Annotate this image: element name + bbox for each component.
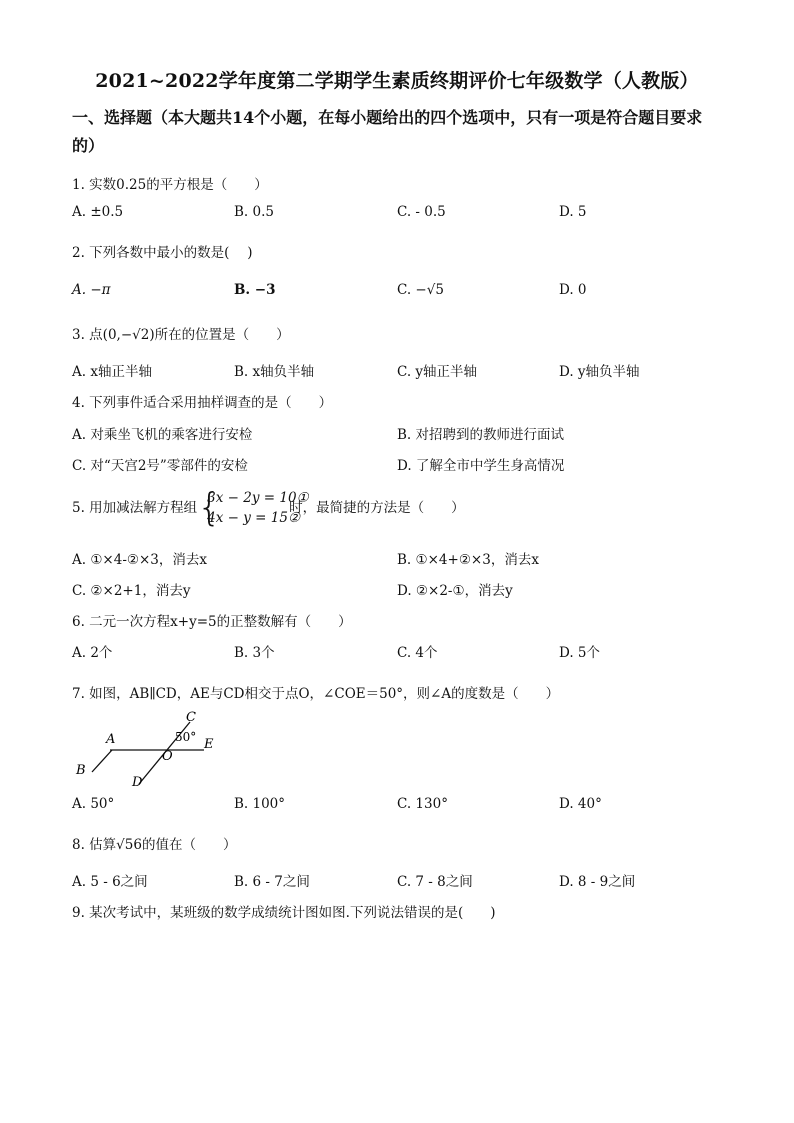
question-4-option-b: B. 对招聘到的教师进行面试 bbox=[397, 427, 565, 443]
label-d: D bbox=[132, 775, 143, 790]
label-b: B bbox=[76, 763, 86, 778]
question-4-option-d: D. 了解全市中学生身高情况 bbox=[397, 458, 565, 474]
question-3-point: (0,−√2) bbox=[102, 327, 155, 343]
question-2-option-c: C. −√5 bbox=[397, 282, 444, 298]
question-3-stem-suffix: 所在的位置是（ ） bbox=[154, 327, 290, 343]
question-1-option-b: B. 0.5 bbox=[234, 204, 274, 220]
question-5-option-d: D. ②×2-①，消去y bbox=[397, 583, 513, 599]
question-5-stem bbox=[72, 484, 465, 529]
question-3-option-a: A. x轴正半轴 bbox=[72, 364, 152, 380]
question-7-stem: 7. 如图，AB∥CD，AE与CD相交于点O，∠COE＝50°，则∠A的度数是（ ） bbox=[72, 686, 560, 702]
question-5-option-c: C. ②×2+1，消去y bbox=[72, 583, 191, 599]
question-6-option-c: C. 4个 bbox=[397, 645, 438, 661]
question-6-stem: 6. 二元一次方程x+y=5的正整数解有（ ） bbox=[72, 614, 352, 630]
question-5-option-a: A. ①×4-②×3，消去x bbox=[72, 552, 208, 568]
question-6-option-b: B. 3个 bbox=[234, 645, 275, 661]
question-8-stem bbox=[72, 833, 236, 853]
question-8-option-d: D. 8 - 9之间 bbox=[559, 874, 636, 890]
question-3-option-b: B. x轴负半轴 bbox=[234, 364, 315, 380]
question-4-stem: 4. 下列事件适合采用抽样调查的是（ ） bbox=[72, 395, 333, 411]
section-heading-line1: 一、选择题（本大题共14个小题，在每小题给出的四个选项中，只有一项是符合题目要求 bbox=[72, 108, 703, 127]
question-7-option-b: B. 100° bbox=[234, 796, 286, 812]
section-heading-line2: 的） bbox=[72, 136, 105, 155]
label-c: C bbox=[186, 710, 196, 725]
brace-symbol: { bbox=[197, 484, 222, 529]
question-3-stem-prefix: 3. 点 bbox=[72, 327, 103, 343]
line-ba bbox=[92, 750, 112, 772]
page-title: 2021~2022学年度第二学期学生素质终期评价七年级数学（人教版） bbox=[95, 70, 699, 92]
question-6-option-a: A. 2个 bbox=[72, 645, 113, 661]
question-2-option-d: D. 0 bbox=[559, 282, 587, 298]
question-5-stem-prefix: 5. 用加减法解方程组 bbox=[72, 500, 198, 516]
question-1-option-a: A. ±0.5 bbox=[72, 204, 124, 220]
question-8-option-b: B. 6 - 7之间 bbox=[234, 874, 310, 890]
question-2-option-a: A. −π bbox=[72, 282, 111, 298]
question-1-option-c: C. - 0.5 bbox=[397, 204, 446, 220]
question-6-option-d: D. 5个 bbox=[559, 645, 601, 661]
label-e: E bbox=[204, 737, 214, 752]
question-8-stem-prefix: 8. 估算 bbox=[72, 837, 117, 853]
question-7-option-d: D. 40° bbox=[559, 796, 602, 812]
question-5-stem-suffix: 时，最简捷的方法是（ ） bbox=[289, 500, 465, 516]
equation-1: 3x − 2y = 10① bbox=[207, 489, 309, 506]
angle-label: 50° bbox=[175, 730, 197, 744]
question-3-stem bbox=[72, 323, 290, 343]
question-8-radical: √56 bbox=[116, 837, 142, 853]
question-9-stem: 9. 某次考试中，某班级的数学成绩统计图如图.下列说法错误的是( ) bbox=[72, 905, 496, 921]
question-4-option-c: C. 对“天宫2号”零部件的安检 bbox=[72, 458, 248, 474]
question-8-option-c: C. 7 - 8之间 bbox=[397, 874, 473, 890]
label-o: O bbox=[162, 749, 173, 764]
question-2-stem: 2. 下列各数中最小的数是( ) bbox=[72, 245, 253, 261]
question-4-option-a: A. 对乘坐飞机的乘客进行安检 bbox=[72, 427, 253, 443]
equation-system bbox=[197, 484, 309, 529]
question-8-stem-suffix: 的值在（ ） bbox=[141, 837, 237, 853]
equation-2: 4x − y = 15② bbox=[207, 509, 301, 526]
question-1-option-d: D. 5 bbox=[559, 204, 587, 220]
question-3-option-c: C. y轴正半轴 bbox=[397, 364, 478, 380]
question-5-option-b: B. ①×4+②×3，消去x bbox=[397, 552, 539, 568]
label-a: A bbox=[106, 732, 116, 747]
question-2-option-b: B. −3 bbox=[234, 282, 276, 298]
section-heading bbox=[72, 104, 732, 160]
question-1-stem: 1. 实数0.25的平方根是（ ） bbox=[72, 177, 268, 193]
question-8-option-a: A. 5 - 6之间 bbox=[72, 874, 148, 890]
question-7-option-a: A. 50° bbox=[72, 796, 115, 812]
question-7-figure bbox=[72, 706, 232, 790]
question-3-option-d: D. y轴负半轴 bbox=[559, 364, 640, 380]
question-7-option-c: C. 130° bbox=[397, 796, 448, 812]
